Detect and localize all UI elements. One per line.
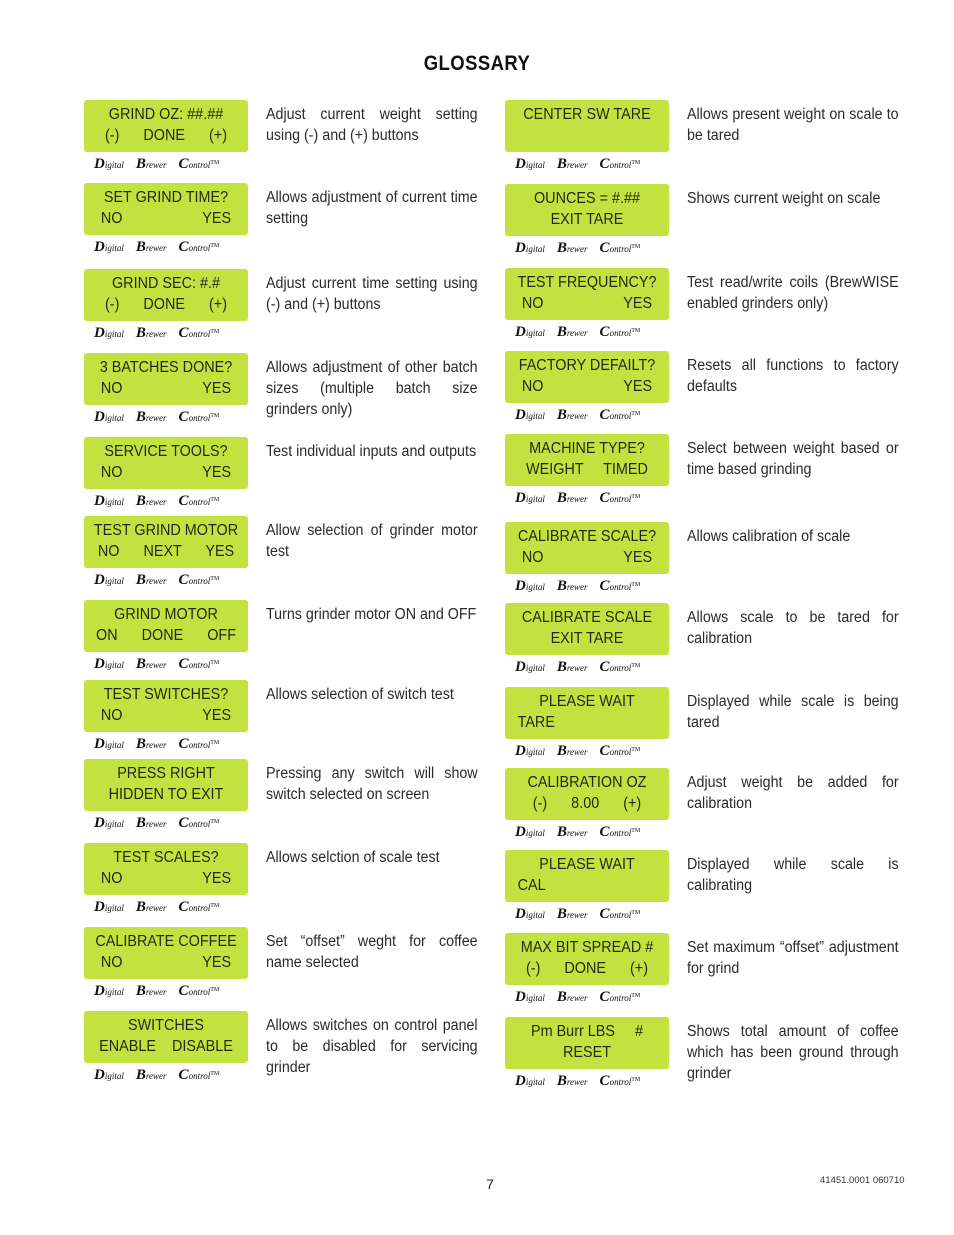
lcd-line-1: CENTER SW TARE <box>523 106 651 123</box>
lcd-line-2: (-) DONE (+) <box>104 126 228 144</box>
digital-brewer-control-logo: Digital Brewer Control™ <box>515 659 641 675</box>
lcd-line-2: EXIT TARE <box>550 210 624 228</box>
lcd-line-1: GRIND SEC: #.# <box>111 275 221 292</box>
lcd-line-2: ON DONE OFF <box>95 626 237 644</box>
lcd-line-1: MACHINE TYPE? <box>529 440 645 457</box>
lcd-display <box>84 843 248 895</box>
digital-brewer-control-logo: Digital Brewer Control™ <box>515 240 641 256</box>
glossary-description: Resets all functions to factory defaults <box>687 357 899 395</box>
lcd-display <box>505 351 669 403</box>
glossary-description: Allows present weight on scale to be tared <box>687 106 899 144</box>
digital-brewer-control-logo: Digital Brewer Control™ <box>94 736 220 752</box>
lcd-display <box>84 600 248 652</box>
lcd-line-1: CALIBRATE COFFEE <box>95 933 237 950</box>
glossary-description: Allows scale to be tared for calibration <box>687 609 899 647</box>
lcd-display <box>505 100 669 152</box>
glossary-description: Set maximum “offset” adjustment for grind <box>687 939 899 977</box>
lcd-line-2: (-) DONE (+) <box>525 959 649 977</box>
glossary-description: Test read/write coils (BrewWISE enabled grinders only) <box>687 274 899 312</box>
digital-brewer-control-logo: Digital Brewer Control™ <box>94 409 220 425</box>
lcd-line-1: GRIND MOTOR <box>114 606 218 623</box>
digital-brewer-control-logo: Digital Brewer Control™ <box>515 743 641 759</box>
lcd-display <box>84 100 248 152</box>
lcd-display <box>84 759 248 811</box>
lcd-display <box>84 927 248 979</box>
lcd-display <box>505 1017 669 1069</box>
lcd-display <box>505 603 669 655</box>
digital-brewer-control-logo: Digital Brewer Control™ <box>515 578 641 594</box>
lcd-line-2: NO YES <box>521 377 653 395</box>
document-code: 41451.0001 060710 <box>820 1175 905 1186</box>
lcd-line-1: SWITCHES <box>127 1017 204 1034</box>
lcd-line-2: (-) DONE (+) <box>104 295 228 313</box>
glossary-description: Allows calibration of scale <box>687 528 851 545</box>
lcd-line-2: NO YES <box>100 463 232 481</box>
lcd-line-1: GRIND OZ: ##.## <box>108 106 224 123</box>
lcd-line-1: CALIBRATE SCALE <box>521 609 653 626</box>
lcd-line-1: TEST SCALES? <box>113 849 219 866</box>
lcd-line-1: TEST FREQUENCY? <box>517 274 657 291</box>
lcd-line-1: PLEASE WAIT <box>539 856 635 873</box>
lcd-line-1: 3 BATCHES DONE? <box>99 359 233 376</box>
lcd-display <box>505 268 669 320</box>
lcd-line-1: SERVICE TOOLS? <box>104 443 228 460</box>
lcd-display <box>505 687 669 739</box>
digital-brewer-control-logo: Digital Brewer Control™ <box>515 407 641 423</box>
lcd-line-1: TEST SWITCHES? <box>103 686 229 703</box>
glossary-description: Shows total amount of coffee which has been ground through grinder <box>687 1023 899 1082</box>
glossary-description: Shows current weight on scale <box>687 190 881 207</box>
lcd-display <box>84 437 248 489</box>
digital-brewer-control-logo: Digital Brewer Control™ <box>94 899 220 915</box>
lcd-line-1: FACTORY DEFAILT? <box>518 357 656 374</box>
glossary-description: Allow selection of grinder motor test <box>266 522 478 560</box>
glossary-description: Adjust current time setting using (-) and (+) buttons <box>266 275 478 313</box>
glossary-description: Displayed while scale is calibrating <box>687 856 899 894</box>
digital-brewer-control-logo: Digital Brewer Control™ <box>515 490 641 506</box>
lcd-line-2: NO YES <box>100 379 232 397</box>
lcd-line-1: CALIBRATE SCALE? <box>517 528 657 545</box>
digital-brewer-control-logo: Digital Brewer Control™ <box>515 1073 641 1089</box>
digital-brewer-control-logo: Digital Brewer Control™ <box>515 989 641 1005</box>
lcd-line-2: HIDDEN TO EXIT <box>108 785 224 803</box>
glossary-description: Adjust current weight setting using (-) and (+) buttons <box>266 106 478 144</box>
glossary-description: Allows selection of switch test <box>266 686 454 703</box>
digital-brewer-control-logo: Digital Brewer Control™ <box>94 983 220 999</box>
lcd-display <box>84 680 248 732</box>
lcd-line-1: PLEASE WAIT <box>539 693 635 710</box>
lcd-line-2: NO YES <box>100 209 232 227</box>
lcd-line-2: (-) 8.00 (+) <box>532 794 642 812</box>
glossary-description: Select between weight based or time based grinding <box>687 440 899 478</box>
glossary-description: Displayed while scale is being tared <box>687 693 899 731</box>
lcd-line-2: NO YES <box>521 548 653 566</box>
lcd-line-2: EXIT TARE <box>550 629 624 647</box>
lcd-line-1: Pm Burr LBS # <box>530 1023 644 1040</box>
lcd-line-2: NO YES <box>100 869 232 887</box>
lcd-line-1: PRESS RIGHT <box>117 765 215 782</box>
digital-brewer-control-logo: Digital Brewer Control™ <box>515 156 641 172</box>
glossary-description: Pressing any switch will show switch selected on screen <box>266 765 478 803</box>
lcd-line-1: OUNCES = #.## <box>533 190 641 207</box>
digital-brewer-control-logo: Digital Brewer Control™ <box>515 324 641 340</box>
digital-brewer-control-logo: Digital Brewer Control™ <box>94 1067 220 1083</box>
page-title: GLOSSARY <box>423 52 531 75</box>
lcd-line-2: NO YES <box>100 953 232 971</box>
glossary-description: Adjust weight be added for calibration <box>687 774 899 812</box>
lcd-display <box>84 1011 248 1063</box>
lcd-line-2: WEIGHT TIMED <box>526 460 648 478</box>
digital-brewer-control-logo: Digital Brewer Control™ <box>94 156 220 172</box>
lcd-display <box>505 434 669 486</box>
lcd-display <box>84 269 248 321</box>
lcd-display <box>84 183 248 235</box>
glossary-description: Allows adjustment of other batch sizes (multiple batch size grinders only) <box>266 359 478 418</box>
digital-brewer-control-logo: Digital Brewer Control™ <box>94 656 220 672</box>
lcd-line-1: TEST GRIND MOTOR <box>93 522 239 539</box>
digital-brewer-control-logo: Digital Brewer Control™ <box>94 493 220 509</box>
glossary-description: Allows adjustment of current time setting <box>266 189 478 227</box>
lcd-display <box>505 184 669 236</box>
lcd-display <box>84 516 248 568</box>
digital-brewer-control-logo: Digital Brewer Control™ <box>94 239 220 255</box>
glossary-description: Test individual inputs and outputs <box>266 443 477 460</box>
lcd-display <box>505 850 669 902</box>
lcd-line-2: ENABLE DISABLE <box>99 1037 233 1055</box>
digital-brewer-control-logo: Digital Brewer Control™ <box>94 815 220 831</box>
lcd-line-1: SET GRIND TIME? <box>103 189 229 206</box>
lcd-display <box>505 768 669 820</box>
digital-brewer-control-logo: Digital Brewer Control™ <box>94 572 220 588</box>
digital-brewer-control-logo: Digital Brewer Control™ <box>515 906 641 922</box>
glossary-description: Set “offset” weght for coffee name selected <box>266 933 478 971</box>
lcd-line-2: CAL <box>517 876 546 894</box>
lcd-line-2: NO YES <box>100 706 232 724</box>
lcd-line-2: RESET <box>562 1043 612 1061</box>
digital-brewer-control-logo: Digital Brewer Control™ <box>515 824 641 840</box>
lcd-display <box>505 522 669 574</box>
glossary-description: Turns grinder motor ON and OFF <box>266 606 477 623</box>
glossary-description: Allows selction of scale test <box>266 849 440 866</box>
lcd-line-1: MAX BIT SPREAD # <box>520 939 654 956</box>
glossary-description: Allows switches on control panel to be disabled for servicing grinder <box>266 1017 478 1076</box>
lcd-line-2: NO NEXT YES <box>97 542 235 560</box>
lcd-line-1: CALIBRATION OZ <box>527 774 647 791</box>
digital-brewer-control-logo: Digital Brewer Control™ <box>94 325 220 341</box>
page-number: 7 <box>486 1176 494 1192</box>
lcd-line-2: TARE <box>517 713 555 731</box>
lcd-display <box>84 353 248 405</box>
lcd-line-2: NO YES <box>521 294 653 312</box>
lcd-display <box>505 933 669 985</box>
